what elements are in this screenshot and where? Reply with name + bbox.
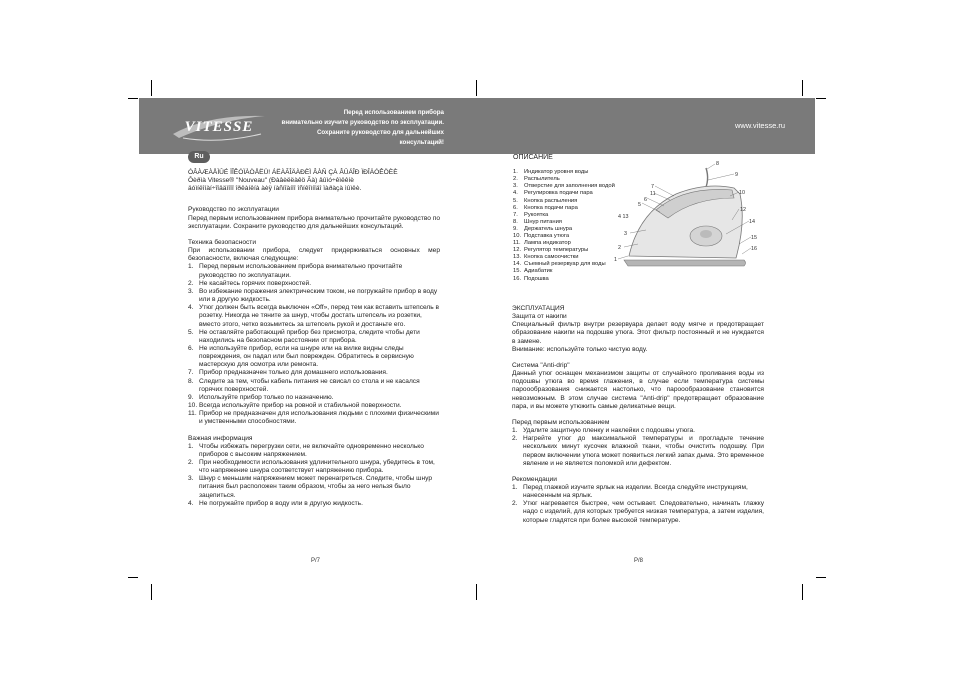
- callout-label: 7: [651, 184, 654, 190]
- crop-mark: [816, 577, 826, 578]
- callout-label: 3: [624, 231, 627, 237]
- garbled-line: Ôèðìà Vitesse® "Nouveau" (Ðàâèëëàêö Ãà) âûìó÷êìëêíè: [188, 177, 354, 185]
- part-item: 5. Кнопка распыления: [513, 197, 578, 204]
- list-item: 2. Нагрейте утюг до максимальной температуры и прогладьте течение нескольких минут кусочек влажной ткани, чтобы очистить подошву. При первом включении утюга может появиться легкий запах дыма. Это временное явление и не является поломкой или дефектом.: [512, 435, 764, 467]
- callout-label: 6: [644, 197, 647, 203]
- list-item: 11. Прибор не предназначен для использования людьми с плохими физическими и умственными способностями.: [188, 410, 439, 426]
- list-item: 7. Прибор предназначен только для домашнего использования.: [188, 369, 388, 377]
- list-item: 10. Всегда используйте прибор на ровной и стабильной поверхности.: [188, 402, 402, 410]
- part-item: 16. Подошва: [513, 275, 549, 282]
- part-item: 14. Съемный резервуар для воды: [513, 261, 606, 268]
- list-item: 1. Чтобы избежать перегрузки сети, не включайте одновременно несколько приборов с высоким напряжением.: [188, 442, 424, 458]
- crop-mark: [151, 80, 152, 96]
- list-item: 9. Используйте прибор только по назначению.: [188, 393, 334, 401]
- header-tagline: Перед использованием прибора внимательно изучите руководство по эксплуатации. Сохраните руководство для дальнейших консультаций!: [281, 109, 444, 146]
- page-number: P/8: [634, 558, 644, 564]
- list-item: 1. Удалите защитную пленку и наклейки с подошвы утюга.: [512, 427, 696, 435]
- crop-mark: [816, 98, 826, 99]
- header-banner: [139, 98, 815, 154]
- callout-label: 10: [739, 190, 745, 196]
- section-title: Техника безопасности: [188, 238, 257, 246]
- part-item: 9. Держатель шнура: [513, 225, 573, 232]
- callout-label: 9: [735, 172, 738, 178]
- right-page: [512, 305, 764, 525]
- garbled-line: ÓÂÀÆÀÅÌÛÉ ÏÎÊÓÏÀÒÅËÜ! ÁËÀÃÎÄÀÐÈÌ ÂÀÑ ÇÀ ÂÛÁÎÐ ÏÐÎÄÓÊÖÈÈ: [188, 169, 398, 176]
- list-item: 4. Утюг должен быть всегда выключен «Off», перед тем как вставить штепсель в розетку. Никогда не тяните за шнур, чтобы достать штепсель из розетки, вместо этого, четко возьмитесь за штепсель рукой и достаньте его.: [188, 304, 440, 328]
- subsection-title: Перед первым использованием: [512, 418, 610, 426]
- section-title: Руководство по эксплуатации: [188, 206, 279, 214]
- part-item: 6. Кнопка подачи пара: [513, 204, 578, 211]
- part-item: 1. Индикатор уровня воды: [513, 169, 589, 176]
- part-item: 10. Подставка утюга: [513, 233, 570, 239]
- part-item: 3. Отверстие для заполнения водой: [513, 183, 615, 190]
- paragraph: Специальный фильтр внутри резервуара делает воду мягче и предотвращает образование накипи на подошве утюга. Этот фильтр постоянный и не нуждается в замене.: [512, 321, 764, 345]
- list-item: 8. Следите за тем, чтобы кабель питания не свисал со стола и не касался горячих поверхностей.: [188, 377, 420, 393]
- list-item: 3. Шнур с меньшим напряжением может перенагреться. Следите, чтобы шнур питания был расположен таким образом, чтобы за него нельзя было зацепиться.: [188, 475, 433, 499]
- crop-mark: [476, 584, 477, 600]
- crop-mark: [476, 80, 477, 96]
- list-item: 5. Не оставляйте работающий прибор без присмотра, следите чтобы дети находились на безопасном расстоянии от прибора.: [188, 328, 420, 344]
- paragraph: Данный утюг оснащен механизмом защиты от случайного проливания воды из подошвы утюга во время глажения, в случае если температура системы пароообразования снижается настолько, что пароообразование становится невозможным. В этом случае система "Anti-drip" предотвращает образование пара, и вы можете утюжить самые деликатные вещи.: [512, 370, 764, 410]
- part-item: 13. Кнопка самоочистки: [513, 254, 579, 261]
- crop-mark: [802, 584, 803, 600]
- part-item: 7. Рукоятка: [513, 211, 549, 218]
- vitesse-logo: [169, 104, 269, 148]
- parts-list: [513, 169, 623, 283]
- part-item: 4. Регулировка подачи пара: [513, 190, 593, 197]
- section-title: Важная информация: [188, 434, 253, 442]
- part-item: 15. Адиабатик: [513, 268, 553, 275]
- subsection-title: Защита от накипи: [512, 313, 567, 321]
- left-page: [188, 169, 440, 508]
- list-item: 2. Не касайтесь горячих поверхностей.: [188, 279, 312, 287]
- garbled-line: äóìíëîíàí÷îîääìîîî îðêàíêíà àèÿ íàñíîàíîî îñíêîìíîäî ïàðàçà ìûìêè.: [188, 185, 362, 193]
- important-list: [188, 443, 440, 508]
- subsection-title: Рекомендации: [512, 475, 557, 483]
- list-item: 2. Утюг нагревается быстрее, чем остывает. Следовательно, начинать глажку надо с изделий, для которых требуется низкая температура, а затем изделия, которые гладятся при более высокой температуре.: [512, 500, 764, 524]
- callout-label: 12: [740, 207, 746, 213]
- website-url[interactable]: www.vitesse.ru: [734, 121, 785, 130]
- part-item: 2. Распылитель: [513, 176, 560, 183]
- callout-label: 1: [614, 257, 617, 263]
- description-block: [513, 154, 623, 283]
- callout-label: 8: [716, 161, 719, 167]
- language-badge: Ru: [188, 151, 210, 163]
- callout-label: 4 13: [618, 214, 629, 220]
- part-item: 11. Лампа индикатор: [513, 240, 571, 247]
- part-item: 12. Регулятор температуры: [513, 247, 589, 254]
- callout-label: 2: [618, 245, 621, 251]
- list-item: 1. Перед глажкой изучите ярлык на изделии. Всегда следуйте инструкциям, нанесенным на ярлык.: [512, 483, 748, 500]
- first-use-list: [512, 427, 764, 468]
- callout-label: 11: [650, 191, 656, 197]
- list-item: 1. Перед первым использованием прибора внимательно прочитайте руководство по эксплуатации.: [188, 263, 403, 279]
- callout-label: 16: [751, 246, 757, 252]
- safety-list: [188, 263, 440, 426]
- crop-mark: [128, 577, 138, 578]
- crop-mark: [802, 80, 803, 96]
- list-item: 3. Во избежание поражения электрическим током, не погружайте прибор в воду или в другую жидкость.: [188, 287, 438, 304]
- paragraph: Перед первым использованием прибора внимательно прочитайте руководство по эксплуатации. Сохраните руководство для дальнейших консультаций.: [188, 214, 440, 230]
- list-item: 6. Не используйте прибор, если на шнуре или на вилке видны следы повреждения, он падал или был поврежден. Обратитесь в сервисную мастерскую для осмотра или ремонта.: [188, 344, 414, 369]
- iron-diagram: [614, 160, 764, 280]
- callout-label: 15: [751, 235, 757, 241]
- crop-mark: [151, 584, 152, 600]
- callout-label: 14: [749, 219, 755, 225]
- crop-mark: [128, 98, 138, 99]
- part-item: 8. Шнур питания: [513, 218, 562, 225]
- svg-text:VITESSE: VITESSE: [184, 119, 254, 135]
- recommendations-list: [512, 484, 764, 525]
- section-title: ОПИСАНИЕ: [513, 154, 553, 161]
- list-item: 2. При необходимости использования удлинительного шнура, убедитесь в том, что напряжение шнура соответствует напряжению прибора.: [188, 459, 435, 475]
- subsection-title: Система "Anti-drip": [512, 361, 570, 369]
- page-number: P/7: [311, 558, 321, 564]
- section-title: ЭКСПЛУАТАЦИЯ: [512, 305, 565, 312]
- paragraph: Внимание: используйте только чистую воду.: [512, 345, 648, 353]
- paragraph: При использовании прибора, следует придерживаться основных мер безопасности, включая следующие:: [188, 247, 440, 263]
- list-item: 4. Не погружайте прибор в воду или в другую жидкость.: [188, 499, 363, 507]
- callout-label: 5: [638, 202, 641, 208]
